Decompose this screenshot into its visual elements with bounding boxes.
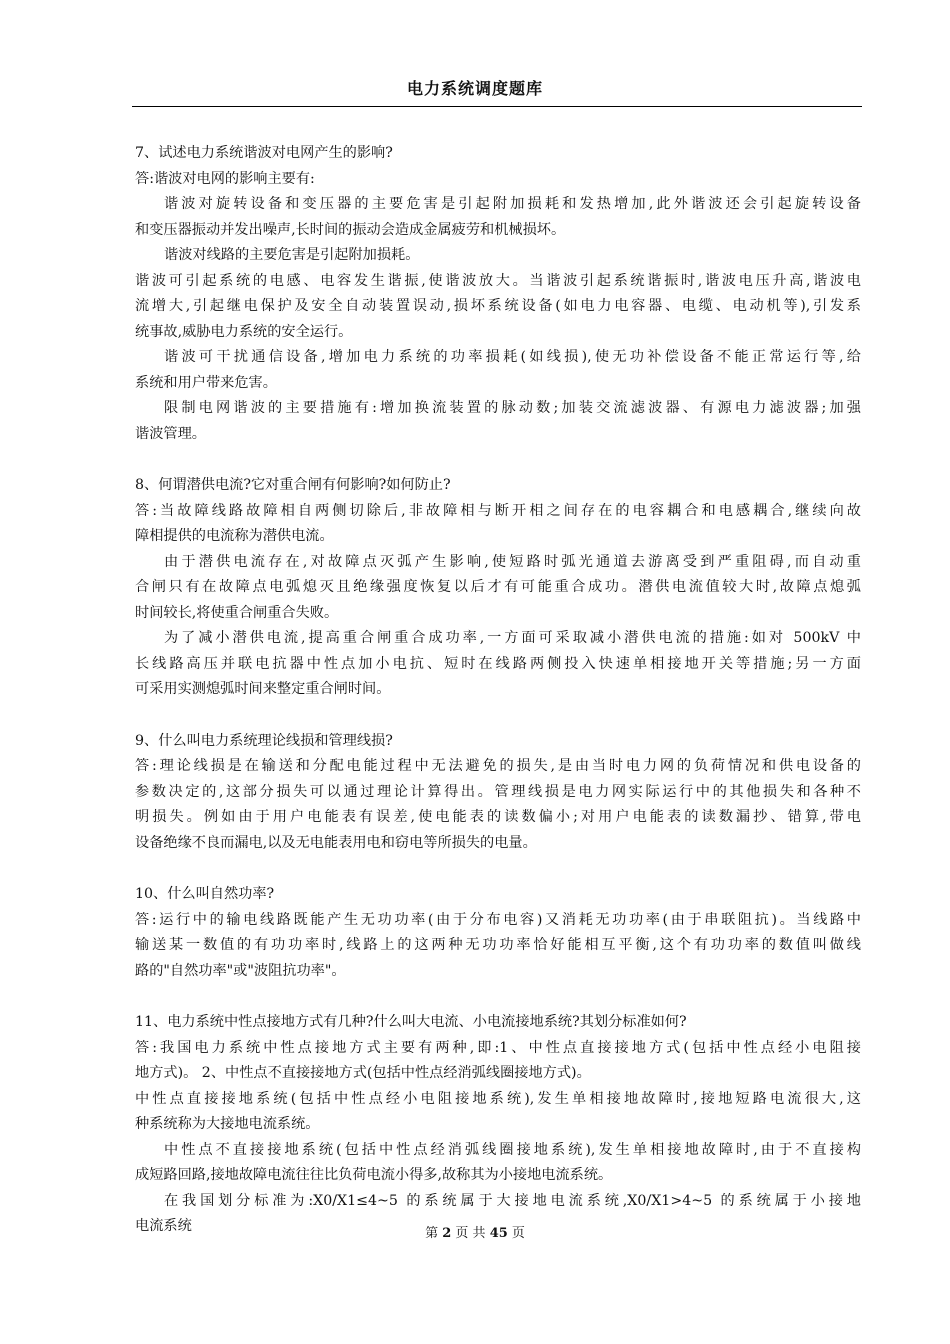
answer-line: 地方式)。 2、中性点不直接接地方式(包括中性点经消弧线圈接地方式)。 — [135, 1065, 591, 1081]
answer-line: 中性点不直接接地系统(包括中性点经消弧线圈接地系统),发生单相接地故障时,由于不直接构 — [164, 1141, 861, 1158]
answer-line: 限制电网谐波的主要措施有:增加换流装置的脉动数;加装交流滤波器、有源电力滤波器;加强 — [164, 400, 861, 416]
answer-line: 系统和用户带来危害。 — [135, 374, 277, 391]
answer-line: 障相提供的电流称为潜供电流。 — [135, 528, 334, 544]
footer-middle: 页 共 — [455, 1226, 486, 1241]
answer-line: 答:谐波对电网的影响主要有: — [135, 170, 315, 187]
answer-line: 谐波对线路的主要危害是引起附加损耗。 — [164, 247, 420, 263]
question-line: 10、什么叫自然功率? — [135, 886, 275, 902]
header-divider — [132, 106, 862, 107]
answer-line: 谐波管理。 — [135, 425, 206, 442]
question-line: 8、何谓潜供电流?它对重合闸有何影响?如何防止? — [135, 477, 451, 493]
answer-line: 路的"自然功率"或"波阻抗功率"。 — [135, 962, 346, 979]
answer-line: 流增大,引起继电保护及安全自动装置误动,损坏系统设备(如电力电容器、电缆、电动机等),引发系 — [135, 298, 861, 314]
footer-prefix: 第 — [425, 1226, 439, 1241]
answer-line: 明损失。例如由于用户电能表有误差,使电能表的读数偏小;对用户电能表的读数漏抄、错算,带电 — [135, 809, 861, 825]
page-footer — [0, 1222, 950, 1241]
answer-line: 谐波可干扰通信设备,增加电力系统的功率损耗(如线损),使无功补偿设备不能正常运行等,给 — [164, 349, 861, 365]
answer-line: 谐波可引起系统的电感、电容发生谐振,使谐波放大。当谐波引起系统谐振时,谐波电压升高,谐波电 — [135, 272, 861, 289]
qa-section — [135, 1010, 861, 1240]
answer-line: 答:运行中的输电线路既能产生无功功率(由于分布电容)又消耗无功功率(由于串联阻抗)。当线路中 — [135, 911, 861, 928]
answer-line: 答:我国电力系统中性点接地方式主要有两种,即:1、中性点直接接地方式(包括中性点经小电阻接 — [135, 1039, 861, 1056]
qa-section — [135, 882, 861, 984]
answer-line: 成短路回路,接地故障电流往往比负荷电流小得多,故称其为小接地电流系统。 — [135, 1167, 613, 1183]
answer-line: 合闸只有在故障点电弧熄灭且绝缘强度恢复以后才有可能重合成功。潜供电流值较大时,故障点熄弧 — [135, 579, 861, 595]
answer-line: 谐波对旋转设备和变压器的主要危害是引起附加损耗和发热增加,此外谐波还会引起旋转设备 — [164, 196, 861, 212]
answer-line: 可采用实测熄弧时间来整定重合闸时间。 — [135, 681, 391, 697]
footer-total-pages: 45 — [489, 1226, 508, 1241]
answer-line: 答:理论线损是在输送和分配电能过程中无法避免的损失,是由当时电力网的负荷情况和供电设备的 — [135, 758, 861, 774]
answer-line: 电流系统 — [135, 1218, 192, 1234]
qa-section — [135, 729, 861, 857]
answer-line: 答:当故障线路故障相自两侧切除后,非故障相与断开相之间存在的电容耦合和电感耦合,继续向故 — [135, 502, 861, 519]
answer-line: 中性点直接接地系统(包括中性点经小电阻接地系统),发生单相接地故障时,接地短路电流很大,这 — [135, 1090, 861, 1107]
answer-line: 参数决定的,这部分损失可以通过理论计算得出。管理线损是电力网实际运行中的其他损失和各种不 — [135, 783, 861, 800]
answer-line: 种系统称为大接地电流系统。 — [135, 1116, 320, 1132]
footer-page-number: 2 — [442, 1226, 452, 1241]
answer-line: 时间较长,将使重合闸重合失败。 — [135, 604, 339, 621]
question-line: 9、什么叫电力系统理论线损和管理线损? — [135, 732, 393, 749]
answer-line: 和变压器振动并发出噪声,长时间的振动会造成金属疲劳和机械损坏。 — [135, 221, 566, 238]
answer-line: 统事故,威胁电力系统的安全运行。 — [135, 323, 353, 340]
answer-line: 为了减小潜供电流,提高重合闸重合成功率,一方面可采取减小潜供电流的措施:如对 500kV 中 — [164, 630, 861, 646]
answer-line: 输送某一数值的有功功率时,线路上的这两种无功功率恰好能相互平衡,这个有功功率的数值叫做线 — [135, 937, 861, 953]
answer-line: 长线路高压并联电抗器中性点加小电抗、短时在线路两侧投入快速单相接地开关等措施;另一方面 — [135, 655, 861, 672]
answer-line: 由于潜供电流存在,对故障点灭弧产生影响,使短路时弧光通道去游离受到严重阻碍,而自动重 — [164, 553, 861, 570]
document-body — [135, 141, 861, 1266]
page-header-title: 电力系统调度题库 — [406, 79, 543, 98]
answer-line: 在我国划分标准为:X0/X1≤4~5 的系统属于大接地电流系统,X0/X1>4~5 的系统属于小接地 — [164, 1192, 861, 1209]
footer-suffix: 页 — [511, 1226, 525, 1241]
question-line: 7、试述电力系统谐波对电网产生的影响? — [135, 145, 393, 161]
qa-section — [135, 473, 861, 703]
qa-section — [135, 141, 861, 447]
question-line: 11、电力系统中性点接地方式有几种?什么叫大电流、小电流接地系统?其划分标准如何? — [135, 1014, 687, 1030]
answer-line: 设备绝缘不良而漏电,以及无电能表用电和窃电等所损失的电量。 — [135, 834, 537, 851]
